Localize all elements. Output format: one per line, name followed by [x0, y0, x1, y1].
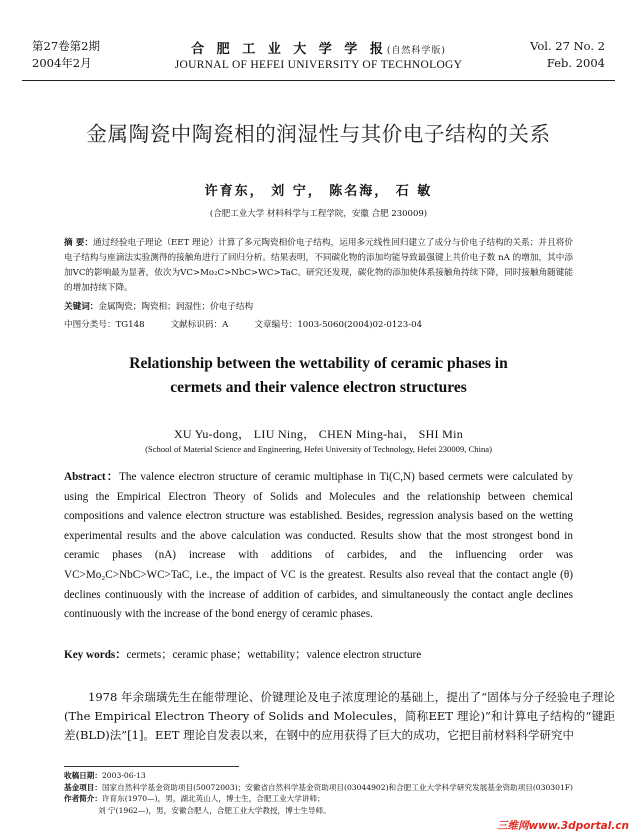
header-center	[162, 38, 475, 71]
article-title-cn: 金属陶瓷中陶瓷相的润湿性与其价电子结构的关系	[86, 122, 551, 146]
date-cn: 2004年2月	[32, 56, 92, 70]
watermark: 三维网www.3dportal.cn	[496, 820, 629, 832]
article-number: 文章编号：1003-5060(2004)02-0123-04	[254, 320, 423, 330]
author-bio-2: 刘 宁(1962—)，男，安徽合肥人，合肥工业大学教授，博士生导师。	[98, 805, 331, 815]
abstract-en	[64, 468, 573, 625]
fund-info: 基金项目：国家自然科学基金资助项目(50072003)；安徽省自然科学基金资助项目(03044902)和合肥工业大学科学研究发展基金资助项目(030301F)	[64, 782, 574, 792]
keywords-cn-text: 金属陶瓷；陶瓷相；润湿性；价电子结构	[98, 302, 254, 312]
volume-issue-en: Vol. 27 No. 2	[530, 39, 605, 53]
footnote-divider	[64, 766, 239, 767]
abstract-en-label: Abstract：	[64, 471, 120, 483]
abstract-cn-text: 通过经验电子理论（EET 理论）计算了多元陶瓷相价电子结构，运用多元线性回归建立了成分与价电子结构的关系；并且将价电子结构与座滴法实验测得的接触角进行了回归分析。结果表明，不同碳化物的添加均能导致最强键上共价电子数 nA 的增加，其中添加VC的影响最为显著，依次为VC>Mo₂C>NbC>WC>TaC。研究还发现，碳化物的添加使体系接触角持续下降，同时接触角随键能的增加持续下降。	[64, 238, 574, 293]
abstract-cn	[64, 236, 573, 296]
body-paragraph: 1978 年余瑞璜先生在能带理论、价键理论及电子浓度理论的基础上，提出了“固体与分子经验电子理论(The Empirical Electron Theory of Solids and Molecules，简称EET 理论)”和计算电子结构的“键距差(BLD)法”[1]。EET 理论自发表以来，在钢中的应用获得了巨大的成功，它把目前材料科学研究中	[64, 690, 615, 742]
journal-name-cn: 合 肥 工 业 大 学 学 报(自然科学版)	[191, 42, 446, 57]
affiliation-cn: (合肥工业大学 材料科学与工程学院，安徽 合肥 230009)	[209, 209, 428, 219]
header-right	[530, 38, 605, 72]
journal-edition: (自然科学版)	[386, 46, 446, 56]
document-code: 文献标识码：A	[170, 320, 229, 330]
title-en-line1: Relationship between the wettability of ceramic phases in	[129, 355, 508, 372]
header-left	[32, 38, 100, 72]
article-title-en	[0, 352, 637, 400]
footnotes	[64, 770, 615, 816]
volume-issue-cn: 第27卷第2期	[32, 39, 100, 53]
received-date: 收稿日期：2003-06-13	[64, 771, 146, 780]
author-bio-1: 作者简介：许育东(1970—)，男，湖北英山人，博士生，合肥工业大学讲师；	[64, 794, 325, 803]
keywords-en-text: cermets；ceramic phase；wettability；valence electron structure	[126, 649, 422, 661]
keywords-en-label: Key words：	[64, 649, 127, 661]
title-en-line2: cermets and their valence electron structures	[170, 379, 467, 396]
authors-en: XU Yu-dong， LIU Ning， CHEN Ming-hai， SHI Min	[173, 427, 464, 441]
classification-cn	[64, 318, 573, 330]
abstract-en-text: The valence electron structure of ceramic multiphase in Ti(C,N) based cermets were calculated by using the Empirical Electron Theory of Solids and Molecules and the relationship between chemical compositions and valence electron structure was established. Besides, regression analysis based on the wetting experimental results and the above calculation was conducted. Results show that the most strongest bond in ceramic phases (nA) increase with additions of carbides, and the influencing order was VC>Mo₂C>NbC>WC>TaC, i.e., the impact of VC is the greatest. Results also reveal that the contact angle (θ) declines continuously with the increase of addition of carbides, and simultaneously the contact angle declines continuously with the increase of the bond energy of ceramic phases.	[64, 471, 573, 621]
date-en: Feb. 2004	[546, 56, 605, 70]
keywords-en	[64, 646, 573, 662]
journal-header	[22, 38, 615, 81]
keywords-cn	[64, 300, 573, 312]
authors-cn: 许育东， 刘 宁， 陈名海， 石 敏	[204, 184, 433, 199]
journal-name-en: JOURNAL OF HEFEI UNIVERSITY OF TECHNOLOGY	[174, 59, 463, 71]
keywords-cn-label: 关键词：	[64, 302, 99, 312]
clc-number: 中图分类号：TG148	[64, 320, 145, 330]
affiliation-en: (School of Material Science and Engineering, Hefei University of Technology, Hefei 230009, China)	[145, 444, 492, 454]
abstract-cn-label: 摘 要：	[64, 238, 94, 248]
